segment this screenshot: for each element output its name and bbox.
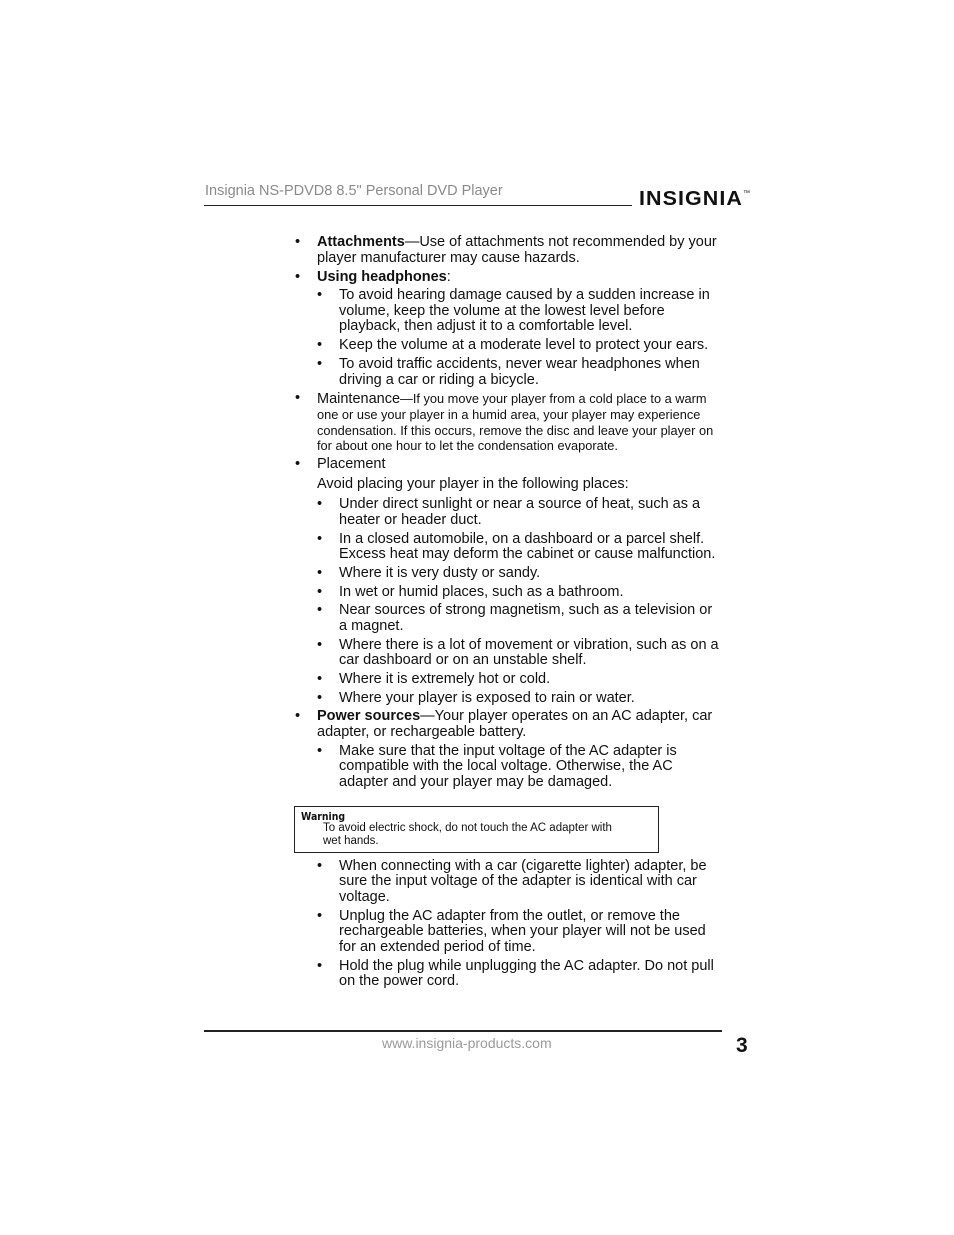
maintenance-text-cont: one or use your player in a humid area, your player may experience bbox=[317, 407, 701, 422]
list-item: In a closed automobile, on a dashboard or a parcel shelf. bbox=[339, 531, 705, 547]
power-text: —Your player operates on an AC adapter, car bbox=[420, 708, 713, 724]
bullet-marker: • bbox=[295, 708, 301, 724]
list-item: for an extended period of time. bbox=[339, 939, 536, 955]
headphones-colon: : bbox=[446, 269, 451, 285]
list-item: compatible with the local voltage. Otherwise, the AC bbox=[339, 758, 673, 774]
power-text-cont: adapter, or rechargeable battery. bbox=[317, 724, 527, 740]
attachments-text: —Use of attachments not recommended by your bbox=[404, 234, 717, 250]
sub-bullet-marker: • bbox=[317, 958, 323, 974]
sub-bullet-marker: • bbox=[317, 496, 323, 512]
header-divider bbox=[204, 205, 632, 206]
maintenance-text-cont: for about one hour to let the condensation evaporate. bbox=[317, 438, 618, 453]
warning-line: To avoid electric shock, do not touch the AC adapter with bbox=[323, 822, 612, 834]
list-item: adapter and your player may be damaged. bbox=[339, 774, 613, 790]
attachments-text-cont: player manufacturer may cause hazards. bbox=[317, 250, 580, 266]
list-item: Hold the plug while unplugging the AC adapter. Do not pull bbox=[339, 958, 714, 974]
maintenance-text-cont: condensation. If this occurs, remove the disc and leave your player on bbox=[317, 423, 714, 438]
insignia-logo bbox=[639, 181, 751, 211]
list-item: Where there is a lot of movement or vibration, such as on a bbox=[339, 637, 719, 653]
list-item: playback, then adjust it to a comfortable level. bbox=[339, 318, 633, 334]
attachments-item bbox=[317, 235, 717, 251]
footer-divider bbox=[204, 1030, 722, 1032]
list-item: sure the input voltage of the adapter is identical with car bbox=[339, 873, 697, 889]
headphones-item bbox=[317, 270, 451, 286]
power-label: Power sources bbox=[317, 708, 421, 724]
list-item: voltage. bbox=[339, 889, 390, 905]
page-number: 3 bbox=[736, 1034, 748, 1057]
sub-bullet-marker: • bbox=[317, 858, 323, 874]
list-item: on the power cord. bbox=[339, 973, 460, 989]
sub-bullet-marker: • bbox=[317, 671, 323, 687]
sub-bullet-marker: • bbox=[317, 908, 323, 924]
warning-text bbox=[323, 822, 653, 848]
bullet-marker: • bbox=[295, 234, 301, 250]
list-item: driving a car or riding a bicycle. bbox=[339, 372, 539, 388]
list-item: In wet or humid places, such as a bathroom. bbox=[339, 584, 624, 600]
list-item: volume, keep the volume at the lowest level before bbox=[339, 303, 665, 319]
list-item: a magnet. bbox=[339, 618, 404, 634]
footer-url: www.insignia-products.com bbox=[382, 1035, 552, 1051]
sub-bullet-marker: • bbox=[317, 584, 323, 600]
maintenance-item bbox=[317, 391, 707, 408]
maintenance-text: —If you move your player from a cold place to a warm bbox=[400, 391, 707, 406]
sub-bullet-marker: • bbox=[317, 287, 323, 303]
list-item: car dashboard or on an unstable shelf. bbox=[339, 652, 587, 668]
logo-trademark: ™ bbox=[743, 190, 750, 197]
sub-bullet-marker: • bbox=[317, 356, 323, 372]
maintenance-label: Maintenance bbox=[317, 391, 401, 407]
list-item: To avoid traffic accidents, never wear headphones when bbox=[339, 356, 700, 372]
list-item: heater or header duct. bbox=[339, 512, 482, 528]
bullet-marker: • bbox=[295, 390, 301, 406]
placement-intro: Avoid placing your player in the following places: bbox=[317, 476, 629, 492]
warning-title: Warning bbox=[301, 810, 346, 823]
list-item: rechargeable batteries, when your player will not be used bbox=[339, 923, 706, 939]
bullet-marker: • bbox=[295, 456, 301, 472]
list-item: Keep the volume at a moderate level to protect your ears. bbox=[339, 337, 709, 353]
list-item: Where it is extremely hot or cold. bbox=[339, 671, 551, 687]
sub-bullet-marker: • bbox=[317, 690, 323, 706]
list-item: Under direct sunlight or near a source of heat, such as a bbox=[339, 496, 701, 512]
sub-bullet-marker: • bbox=[317, 637, 323, 653]
headphones-label: Using headphones bbox=[317, 269, 447, 285]
list-item: Where your player is exposed to rain or water. bbox=[339, 690, 635, 706]
list-item: Excess heat may deform the cabinet or cause malfunction. bbox=[339, 546, 716, 562]
warning-line: wet hands. bbox=[323, 835, 379, 847]
warning-box bbox=[294, 806, 659, 853]
sub-bullet-marker: • bbox=[317, 531, 323, 547]
document-title: Insignia NS-PDVD8 8.5" Personal DVD Player bbox=[205, 183, 503, 199]
bullet-marker: • bbox=[295, 269, 301, 285]
list-item: Near sources of strong magnetism, such as a television or bbox=[339, 602, 713, 618]
power-item bbox=[317, 709, 712, 725]
list-item: Make sure that the input voltage of the AC adapter is bbox=[339, 743, 677, 759]
list-item: Where it is very dusty or sandy. bbox=[339, 565, 541, 581]
sub-bullet-marker: • bbox=[317, 602, 323, 618]
attachments-label: Attachments bbox=[317, 234, 405, 250]
sub-bullet-marker: • bbox=[317, 743, 323, 759]
list-item: To avoid hearing damage caused by a sudden increase in bbox=[339, 287, 710, 303]
sub-bullet-marker: • bbox=[317, 565, 323, 581]
sub-bullet-marker: • bbox=[317, 337, 323, 353]
list-item: When connecting with a car (cigarette lighter) adapter, be bbox=[339, 858, 707, 874]
list-item: Unplug the AC adapter from the outlet, or remove the bbox=[339, 908, 680, 924]
logo-text: INSIGNIA bbox=[639, 188, 743, 210]
placement-label: Placement bbox=[317, 456, 386, 472]
